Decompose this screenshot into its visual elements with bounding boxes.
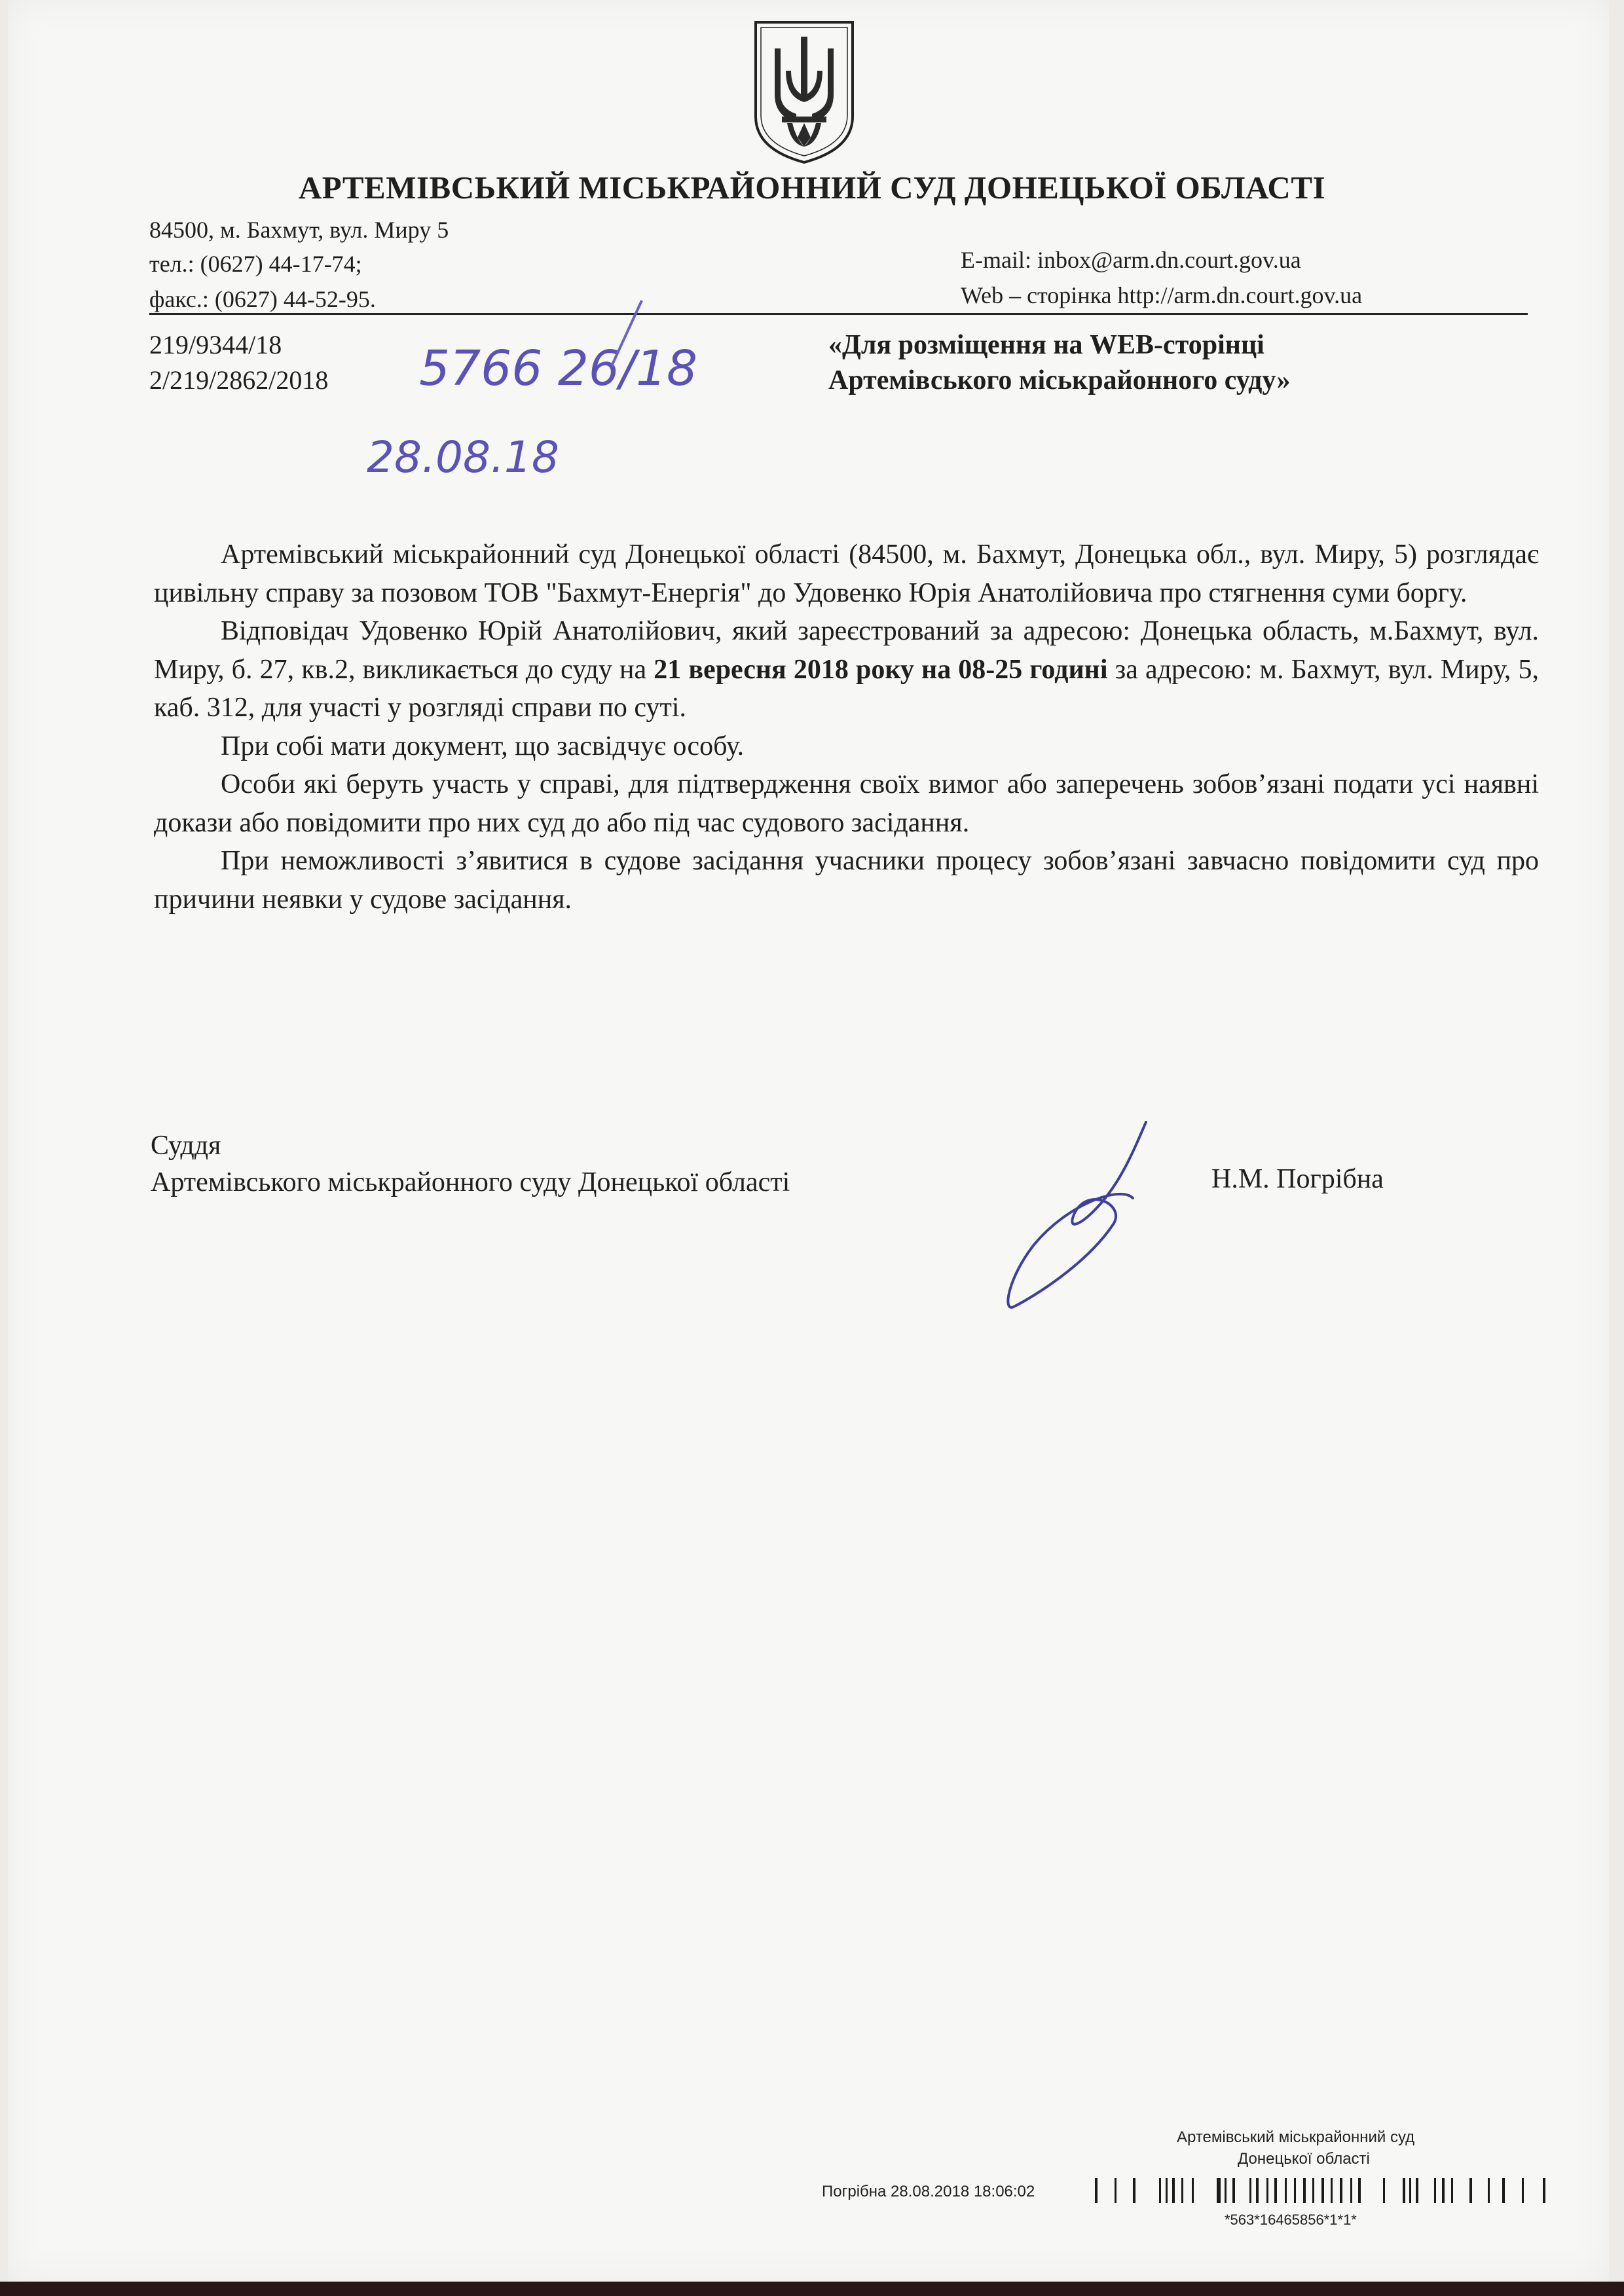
paragraph-case-description: Артемівський міськрайонний суд Донецької області (84500, м. Бахмут, Донецька обл., вул. Миру, 5) розглядає цивільну справу за позовом ТОВ "Бахмут-Енергія" до Удовенко Юрія Анатолійовича про стягнення суми боргу.: [154, 539, 1539, 608]
judge-court: Артемівського міськрайонного суду Донецької області: [151, 1167, 790, 1197]
paragraph-evidence-obligation: Особи які беруть участь у справі, для підтвердження своїх вимог або заперечень зобов’язані подати усі наявні докази або повідомити про них суд до або під час судового засідання.: [154, 769, 1539, 838]
summons-text-start: Відповідач Удовенко Юрій Анатолійович, який зареєстрований за адресою: Донецька область, м.Бахмут, вул. Миру, б. 27, кв.2, викликається до суду на: [154, 616, 1539, 685]
court-website: Web – сторінка http://arm.dn.court.gov.ua: [961, 282, 1363, 308]
judge-name: Н.М. Погрібна: [1211, 1164, 1384, 1194]
signature-role: [151, 1127, 790, 1201]
scan-edge: [0, 2282, 1624, 2296]
hearing-datetime: 21 вересня 2018 року на 08-25 годині: [654, 654, 1108, 685]
judge-signature: [995, 1113, 1166, 1322]
case-number: 219/9344/18: [149, 330, 282, 359]
paragraph-absence-notice: При неможливості з’явитися в судове засідання учасники процесу зобов’язані завчасно повідомити суд про причини неявки у судове засідання.: [154, 846, 1539, 915]
paragraph-summons: [154, 612, 1539, 727]
notice-body: [154, 536, 1539, 919]
stamp-org-line2: Донецької області: [1238, 2150, 1370, 2168]
proceeding-number: 2/219/2862/2018: [149, 365, 329, 395]
court-address: 84500, м. Бахмут, вул. Миру 5: [149, 217, 449, 243]
handwritten-slash: [602, 298, 655, 370]
summons-text-end: за адресою: м. Бахмут, вул. Миру, 5, каб. 312, для участі у розгляді справи по суті.: [154, 654, 1539, 723]
court-email: E-mail: inbox@arm.dn.court.gov.ua: [961, 247, 1301, 273]
stamp-org-line1: Артемівський міськрайонний суд: [1177, 2128, 1415, 2146]
web-notice-line2: Артемівського міськрайонного суду»: [828, 365, 1291, 395]
judge-title: Суддя: [151, 1131, 221, 1161]
barcode: [1095, 2178, 1553, 2212]
stamp-user-datetime: Погрібна 28.08.2018 18:06:02: [822, 2183, 1035, 2200]
court-name: АРТЕМІВСЬКИЙ МІСЬКРАЙОННИЙ СУД ДОНЕЦЬКОЇ ОБЛАСТІ: [298, 170, 1326, 206]
court-fax: факс.: (0627) 44-52-95.: [149, 286, 376, 312]
handwritten-date: 28.08.18: [367, 432, 559, 483]
header-divider: [149, 313, 1528, 315]
coat-of-arms-icon: [752, 18, 857, 165]
court-phone: тел.: (0627) 44-17-74;: [149, 251, 362, 277]
paragraph-identity-document: При собі мати документ, що засвідчує особу.: [221, 731, 745, 761]
web-notice-line1: «Для розміщення на WEB-сторінці: [828, 330, 1264, 360]
barcode-text: *563*16465856*1*1*: [1225, 2212, 1357, 2228]
handwritten-registration-number: 5766 26/18: [419, 340, 698, 397]
